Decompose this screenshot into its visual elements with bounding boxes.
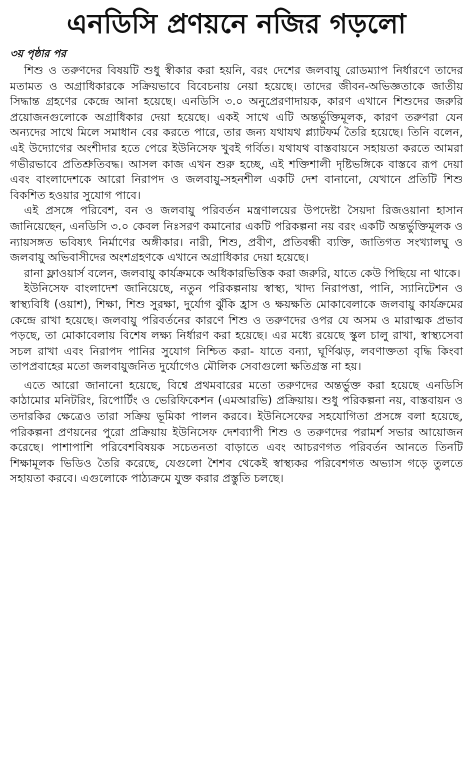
article-paragraph: রানা ফ্লাওয়ার্স বলেন, জলবায়ু কার্যক্রমকে অধিকারভিত্তিক করা জরুরি, যাতে কেউ পিছিয়ে না থাকে। — [24, 266, 461, 280]
headline: এনডিসি প্রণয়নে নজির গড়লো — [66, 8, 407, 40]
article-body — [10, 63, 463, 487]
article-paragraph: ইউনিসেফ বাংলাদেশ জানিয়েছে, নতুন পরিকল্পনায় স্বাস্থ্য, খাদ্য নিরাপত্তা, পানি, স্যানিটেশন ও স্বাস্থ্যবিধি (ওয়াশ), শিক্ষা, শিশু সুরক্ষা, দুর্যোগ ঝুঁকি হ্রাস ও ক্ষয়ক্ষতি মোকাবেলাকে জলবায়ু কার্যক্রমের কেন্দ্রে রাখা হয়েছে। জলবায়ু পরিবর্তনের কারণে শিশু ও তরুণদের ওপর যে অসম ও মারাত্মক প্রভাব পড়ছে, তা মোকাবেলায় বিশেষ লক্ষ্য নির্ধারণ করা হয়েছে। এর মধ্যে রয়েছে স্কুল চালু রাখা, স্বাস্থ্যসেবা সচল রাখা এবং নিরাপদ পানির সুযোগ নিশ্চিত করা- যাতে বন্যা, ঘূর্ণিঝড়, লবণাক্ততা বৃদ্ধি কিংবা তাপপ্রবাহের মতো জলবায়ুজনিত দুর্যোগেও মৌলিক সেবাগুলো ক্ষতিগ্রস্ত না হয়। — [10, 282, 463, 374]
continued-from-label: ৩য় পৃষ্ঠার পর — [10, 48, 67, 60]
article-paragraph: এই প্রসঙ্গে পরিবেশ, বন ও জলবায়ু পরিবর্তন মন্ত্রণালয়ের উপদেষ্টা সৈয়দা রিজওয়ানা হাসান জানিয়েছেন, এনডিসি ৩.০ কেবল নিঃসরণ কমানোর একটি পরিকল্পনা নয় বরং একটি অন্তর্ভুক্তিমূলক ও ন্যায়সঙ্গত ভবিষ্যৎ নির্মাণের অঙ্গীকার। নারী, শিশু, প্রবীণ, প্রতিবন্ধী ব্যক্তি, জাতিগত সংখ্যালঘু ও জলবায়ু অভিবাসীদের অংশগ্রহণকে এখানে অগ্রাধিকার দেয়া হয়েছে। — [10, 204, 463, 265]
article-paragraph: শিশু ও তরুণদের বিষয়টি শুধু স্বীকার করা হয়নি, বরং দেশের জলবায়ু রোডম্যাপ নির্ধারণে তাদের মতামত ও অগ্রাধিকারকে সক্রিয়ভাবে বিবেচনায় নেয়া হয়েছে। তাদের জীবন-অভিজ্ঞতাকে জাতীয় সিদ্ধান্ত গ্রহণের কেন্দ্রে আনা হয়েছে। এনডিসি ৩.০ অনুপ্রেরণাদায়ক, কারণ এখানে শিশুদের জরুরি প্রয়োজনগুলোকে অগ্রাধিকার দেয়া হয়েছে। একই সাথে এটি অন্তর্ভুক্তিমূলক, কারণ তরুণরা যেন অন্যদের সাথে মিলে সমাধান বের করতে পারে, তার জন্য যথাযথ প্ল্যাটফর্ম তৈরি হয়েছে। তিনি বলেন, এই উদ্যোগের অংশীদার হতে পেরে ইউনিসেফ খুবই গর্বিত। যথাযথ বাস্তবায়নে সহায়তা করতে আমরা গভীরভাবে প্রতিশ্রুতিবদ্ধ। আসল কাজ এখন শুরু হচ্ছে, এই শক্তিশালী দৃষ্টিভঙ্গিকে বাস্তবে রূপ দেয়া এবং বাংলাদেশকে আরো নিরাপদ ও জলবায়ু-সহনশীল একটি দেশ বানানো, যেখানে প্রতিটি শিশু বিকশিত হওয়ার সুযোগ পাবে। — [10, 64, 463, 202]
article-paragraph: এতে আরো জানানো হয়েছে, বিশ্বে প্রথমবারের মতো তরুণদের অন্তর্ভুক্ত করা হয়েছে এনডিসি কাঠামোর মনিটরিং, রিপোর্টিং ও ভেরিফিকেশন (এমআরভি) প্রক্রিয়ায়। শুধু পরিকল্পনা নয়, বাস্তবায়ন ও তদারকির ক্ষেত্রেও তারা সক্রিয় ভূমিকা পালন করবে। ইউনিসেফের সহযোগিতা প্রসঙ্গে বলা হয়েছে, পরিকল্পনা প্রণয়নের পুরো প্রক্রিয়ায় ইউনিসেফ দেশব্যাপী শিশু ও তরুণদের পরামর্শ সভার আয়োজন করেছে। পাশাপাশি পরিবেশবিষয়ক সচেতনতা বাড়াতে এবং আচরণগত পরিবর্তন আনতে তিনটি শিক্ষামূলক ভিডিও তৈরি করেছে, যেগুলো শৈশব থেকেই স্বাস্থ্যকর পরিবেশগত অভ্যাস গড়ে তুলতে সহায়তা করবে। এগুলোকে পাঠ্যক্রমে যুক্ত করার প্রস্তুতি চলছে। — [10, 378, 463, 486]
